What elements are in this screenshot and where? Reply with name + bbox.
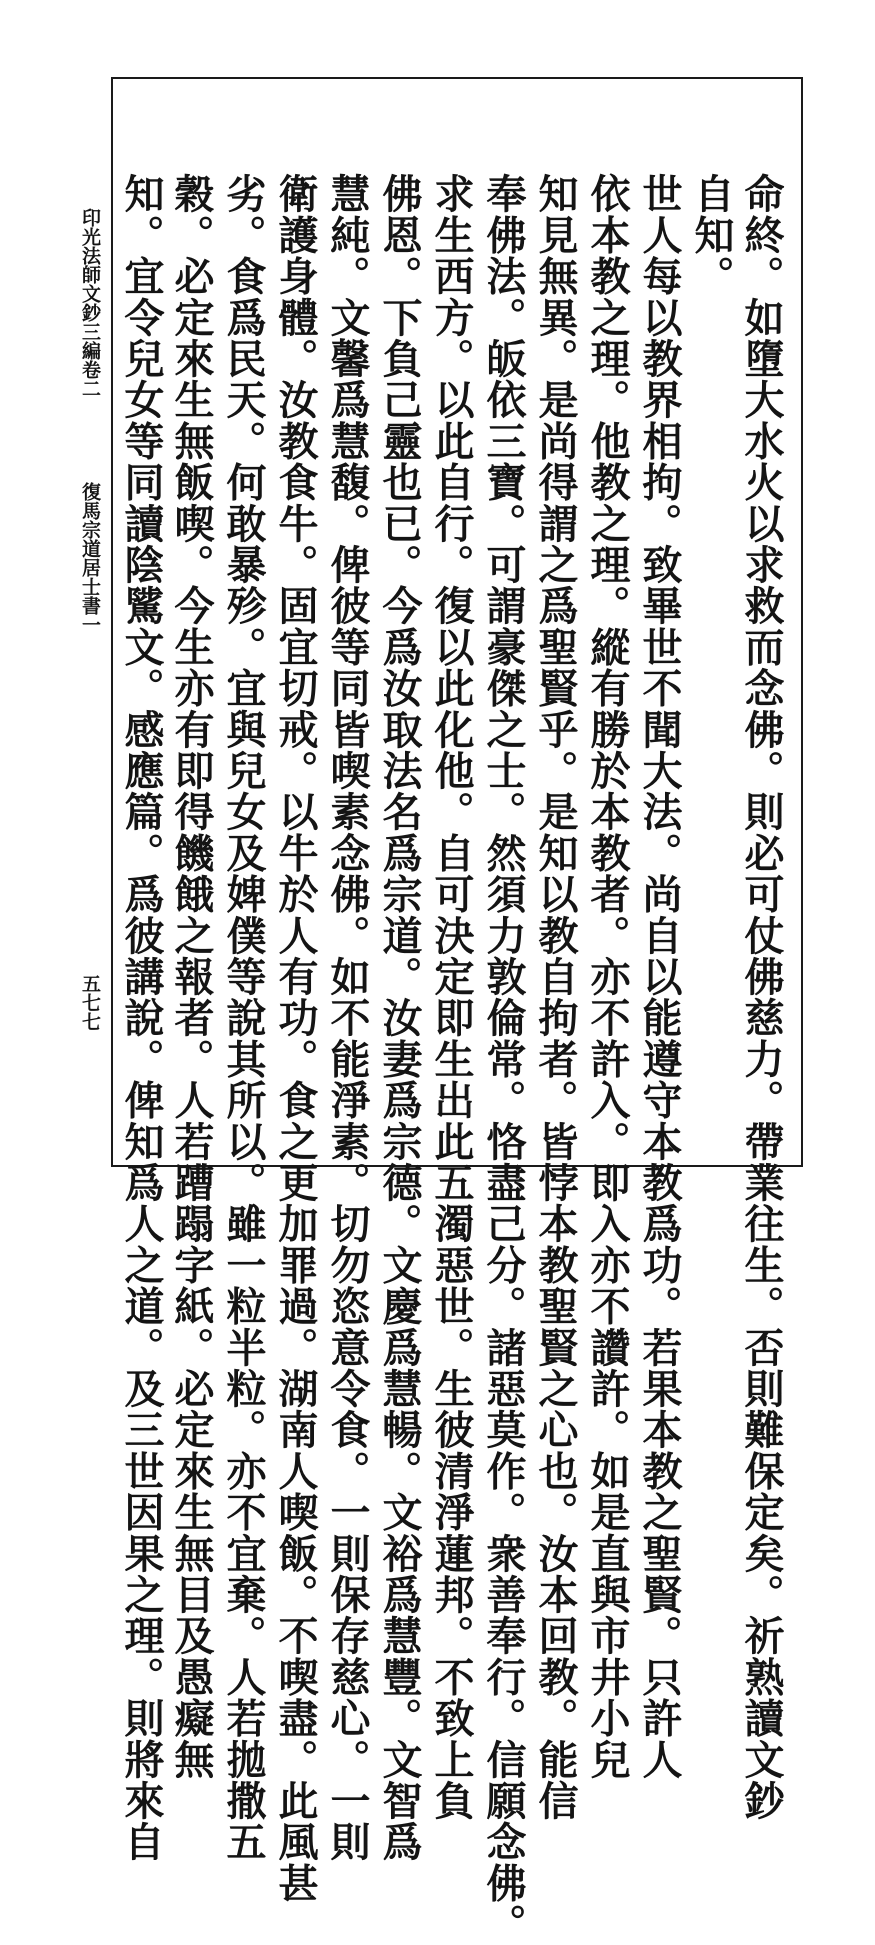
text-column-3: 世人每以教界相拘。致畢世不聞大法。尚自以能遵守本教爲功。若果本教之聖賢。只許人 [636,173,683,1780]
text-column-5: 知見無異。是尚得謂之爲聖賢乎。是知以教自拘者。皆悖本教聖賢之心也。汝本回教。能信 [532,173,579,1821]
text-column-1: 命終。如墮大水火以求救而念佛。則必可仗佛慈力。帶業往生。否則難保定矣。祈熟讀文鈔 [738,173,785,1821]
text-column-9: 慧純。文馨爲慧馥。俾彼等同皆喫素念佛。如不能淨素。切勿恣意令食。一則保存慈心。一則 [324,173,371,1863]
text-column-4: 依本教之理。他教之理。縱有勝於本教者。亦不許入。即入亦不讚許。如是直與市井小兒 [584,173,631,1780]
text-column-7: 求生西方。以此自行。復以此化他。自可決定即生出此五濁惡世。生彼清淨蓮邦。不致上負 [428,173,475,1821]
text-frame [111,77,803,1945]
text-column-12: 穀。必定來生無飯喫。今生亦有即得饑餓之報者。人若蹧蹋字紙。必定來生無目及愚癡無 [168,173,215,1780]
page-number: 五七七 [79,974,101,1031]
text-column-8: 佛恩。下負己靈也已。今爲汝取法名爲宗道。汝妻爲宗德。文慶爲慧暢。文裕爲慧豐。文智爲 [376,173,423,1863]
text-column-11: 劣。食爲民天。何敢暴殄。宜與兒女及婢僕等說其所以。雖一粒半粒。亦不宜棄。人若拋撒五 [220,173,267,1863]
text-column-2: 自知。 [688,173,735,297]
text-column-6: 奉佛法。皈依三寶。可謂豪傑之士。然須力敦倫常。恪盡己分。諸惡莫作。衆善奉行。信願念佛。 [480,173,527,1945]
section-title: 復馬宗道居士書一 [79,482,101,634]
text-column-10: 衛護身體。汝教食牛。固宜切戒。以牛於人有功。食之更加罪過。湖南人喫飯。不喫盡。此風甚 [272,173,319,1904]
book-title: 印光法師文鈔三編卷二 [79,208,101,398]
text-column-13: 知。宜令兒女等同讀陰騭文。感應篇。爲彼講說。俾知爲人之道。及三世因果之理。則將來自 [118,173,165,1863]
